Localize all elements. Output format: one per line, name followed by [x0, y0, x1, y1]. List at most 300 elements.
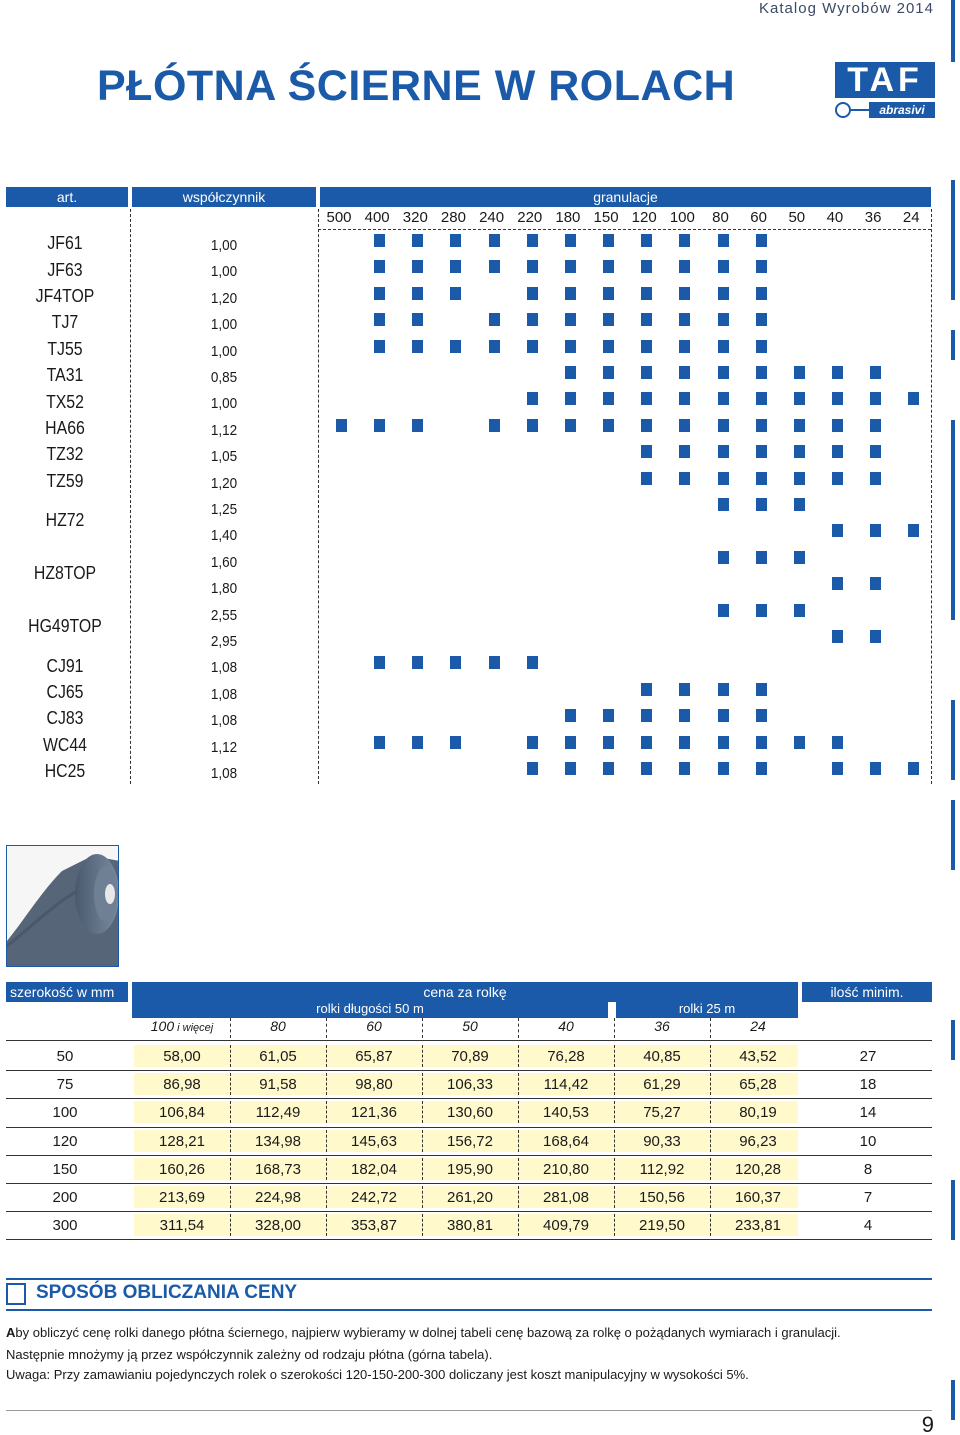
availability-mark	[565, 709, 576, 722]
grit-label: 80	[712, 209, 729, 226]
price-cell: 112,49	[255, 1104, 301, 1122]
divider	[422, 1158, 423, 1180]
divider	[518, 1018, 519, 1038]
availability-mark	[565, 762, 576, 775]
availability-mark	[794, 498, 805, 511]
price-cell: 75,27	[643, 1104, 681, 1122]
availability-mark	[412, 287, 423, 300]
availability-mark	[565, 340, 576, 353]
availability-mark	[794, 366, 805, 379]
availability-mark	[679, 419, 690, 432]
article-code: HG49TOP	[28, 616, 102, 636]
logo-taf: TAF	[835, 62, 935, 98]
availability-mark	[641, 366, 652, 379]
availability-mark	[679, 762, 690, 775]
grit-label: 50	[788, 209, 806, 226]
availability-mark	[603, 287, 614, 300]
edge-bar	[951, 330, 955, 360]
divider	[230, 1018, 231, 1038]
divider	[518, 1045, 519, 1067]
divider	[422, 1018, 423, 1038]
price-cell: 96,23	[739, 1132, 777, 1150]
availability-mark	[870, 392, 881, 405]
grit-label: 320	[402, 209, 428, 226]
min-qty: 14	[859, 1104, 877, 1122]
availability-mark	[870, 577, 881, 590]
article-code: HZ72	[45, 510, 85, 531]
divider	[518, 1101, 519, 1123]
col-art-header: art.	[6, 187, 128, 207]
coefficient: 1,05	[210, 448, 238, 466]
price-cell: 106,33	[447, 1076, 493, 1094]
divider	[130, 209, 131, 784]
width-value: 75	[56, 1076, 74, 1094]
grit-label: 400	[364, 209, 390, 226]
divider	[230, 1158, 231, 1180]
logo-line	[851, 109, 869, 111]
price-cell: 120,28	[735, 1160, 781, 1178]
article-code: JF63	[47, 259, 83, 280]
article-code: WC44	[42, 734, 87, 755]
divider	[6, 1239, 932, 1240]
availability-mark	[450, 736, 461, 749]
article-code: TZ59	[46, 470, 84, 491]
price-grit-header	[326, 1018, 422, 1034]
price-cell: 98,80	[355, 1076, 393, 1094]
divider	[326, 1186, 327, 1208]
paragraph-3: Uwaga: Przy zamawianiu pojedynczych rolek o szerokości 120-150-200-300 doliczany jest koszt manipulacyjny w wysokości 5%.	[6, 1367, 749, 1382]
availability-mark	[565, 419, 576, 432]
availability-mark	[565, 392, 576, 405]
availability-mark	[908, 762, 919, 775]
price-cell: 213,69	[159, 1189, 205, 1206]
grit-value: 100	[150, 1018, 175, 1034]
availability-mark	[794, 392, 805, 405]
availability-mark	[756, 709, 767, 722]
availability-mark	[756, 472, 767, 485]
availability-mark	[603, 709, 614, 722]
availability-mark	[603, 340, 614, 353]
article-code: HA66	[45, 418, 85, 438]
availability-mark	[718, 340, 729, 353]
divider	[710, 1073, 711, 1095]
availability-mark	[489, 313, 500, 326]
coefficient: 1,00	[210, 316, 238, 334]
divider	[931, 209, 932, 784]
availability-mark	[718, 736, 729, 749]
divider	[518, 1186, 519, 1208]
availability-mark	[565, 313, 576, 326]
availability-mark	[412, 656, 423, 669]
price-cell: 70,89	[451, 1048, 489, 1065]
divider	[518, 1130, 519, 1152]
availability-mark	[565, 366, 576, 379]
drop-cap: A	[6, 1325, 16, 1340]
availability-mark	[756, 260, 767, 273]
availability-mark	[756, 392, 767, 405]
availability-mark	[718, 604, 729, 617]
coefficient: 1,00	[210, 342, 238, 360]
price-cell: 160,26	[159, 1160, 205, 1178]
divider	[326, 1045, 327, 1067]
availability-mark	[718, 762, 729, 775]
availability-mark	[679, 287, 690, 300]
price-cell: 168,64	[543, 1132, 589, 1150]
availability-mark	[374, 656, 385, 669]
availability-mark	[718, 709, 729, 722]
divider	[318, 229, 931, 230]
divider	[6, 1211, 932, 1212]
availability-mark	[832, 524, 843, 537]
price-cell: 91,58	[259, 1076, 297, 1094]
availability-mark	[870, 762, 881, 775]
article-code: TZ32	[46, 444, 84, 465]
grit-value: 60	[366, 1018, 382, 1034]
availability-mark	[489, 419, 500, 432]
availability-mark	[832, 762, 843, 775]
availability-mark	[603, 260, 614, 273]
price-cell: 182,04	[351, 1160, 397, 1178]
edge-bar	[951, 700, 955, 780]
min-qty: 10	[859, 1132, 877, 1150]
price-cell: 106,84	[159, 1104, 205, 1122]
min-qty: 27	[859, 1048, 877, 1065]
price-cell: 140,53	[543, 1104, 589, 1122]
price-cell: 90,33	[643, 1132, 681, 1150]
price-grit-header	[518, 1018, 614, 1034]
coefficient: 2,95	[210, 633, 238, 650]
availability-mark	[679, 234, 690, 247]
availability-mark	[870, 524, 881, 537]
price-grit-header	[614, 1018, 710, 1034]
availability-mark	[756, 551, 767, 564]
page-number: 9	[921, 1412, 934, 1435]
availability-mark	[527, 736, 538, 749]
availability-mark	[641, 472, 652, 485]
divider	[326, 1214, 327, 1236]
availability-mark	[412, 419, 423, 432]
availability-mark	[756, 762, 767, 775]
width-value: 200	[52, 1189, 78, 1206]
availability-mark	[756, 498, 767, 511]
availability-mark	[641, 340, 652, 353]
availability-mark	[718, 313, 729, 326]
edge-bar	[951, 1180, 955, 1240]
divider	[710, 1045, 711, 1067]
divider	[614, 1101, 615, 1123]
grit-label: 220	[517, 209, 543, 226]
availability-mark	[794, 551, 805, 564]
divider	[614, 1130, 615, 1152]
divider	[230, 1073, 231, 1095]
availability-mark	[527, 419, 538, 432]
availability-mark	[832, 472, 843, 485]
price-cell: 121,36	[351, 1104, 397, 1122]
price-cell: 353,87	[351, 1217, 397, 1235]
availability-mark	[718, 419, 729, 432]
coefficient: 1,25	[210, 501, 238, 518]
price-cell: 58,00	[163, 1048, 201, 1065]
coefficient: 1,08	[210, 685, 238, 703]
grit-label: 180	[555, 209, 581, 226]
divider	[422, 1045, 423, 1067]
availability-mark	[756, 604, 767, 617]
grit-label: 500	[326, 209, 352, 226]
availability-mark	[718, 498, 729, 511]
col-coef-header: współczynnik	[132, 187, 316, 207]
availability-mark	[641, 445, 652, 458]
price-grit-header	[230, 1018, 326, 1034]
availability-mark	[756, 445, 767, 458]
availability-mark	[527, 313, 538, 326]
availability-mark	[412, 313, 423, 326]
price-cell: 328,00	[255, 1217, 301, 1235]
availability-mark	[450, 340, 461, 353]
availability-mark	[679, 445, 690, 458]
availability-mark	[527, 392, 538, 405]
price-cell: 65,28	[739, 1076, 777, 1094]
coefficient: 1,00	[210, 237, 238, 254]
availability-mark	[756, 313, 767, 326]
availability-mark	[679, 736, 690, 749]
col-price-header: cena za rolkę	[132, 982, 798, 1002]
price-cell: 65,87	[355, 1048, 393, 1065]
price-cell: 160,37	[735, 1189, 781, 1206]
divider	[318, 209, 319, 784]
price-cell: 168,73	[255, 1160, 301, 1178]
price-cell: 86,98	[163, 1076, 201, 1094]
divider	[326, 1158, 327, 1180]
availability-mark	[527, 656, 538, 669]
availability-mark	[527, 762, 538, 775]
coefficient: 1,60	[210, 553, 238, 571]
divider	[230, 1130, 231, 1152]
availability-mark	[679, 392, 690, 405]
divider	[230, 1101, 231, 1123]
divider	[230, 1045, 231, 1067]
availability-mark	[794, 472, 805, 485]
availability-mark	[679, 709, 690, 722]
divider	[710, 1186, 711, 1208]
article-code: CJ83	[46, 708, 84, 729]
availability-mark	[718, 260, 729, 273]
grit-value: 80	[270, 1018, 286, 1034]
grit-note: i więcej	[174, 1022, 214, 1034]
divider	[230, 1186, 231, 1208]
availability-mark	[565, 260, 576, 273]
availability-mark	[794, 419, 805, 432]
availability-mark	[756, 419, 767, 432]
divider	[6, 1127, 932, 1128]
availability-mark	[603, 234, 614, 247]
article-code: JF61	[47, 233, 83, 254]
min-qty: 18	[859, 1076, 877, 1094]
availability-mark	[527, 340, 538, 353]
availability-mark	[870, 419, 881, 432]
availability-mark	[756, 683, 767, 696]
availability-mark	[832, 630, 843, 643]
availability-mark	[527, 287, 538, 300]
grit-label: 280	[440, 209, 466, 226]
grit-label: 100	[669, 209, 695, 226]
divider	[614, 1018, 615, 1038]
article-code: JF4TOP	[35, 286, 95, 306]
availability-mark	[603, 762, 614, 775]
availability-mark	[794, 445, 805, 458]
divider	[230, 1214, 231, 1236]
price-cell: 76,28	[547, 1048, 585, 1065]
availability-mark	[679, 313, 690, 326]
divider	[710, 1214, 711, 1236]
paragraph-1-text: by obliczyć cenę rolki danego płótna ściernego, najpierw wybieramy w dolnej tabeli cenę bazową za rolkę o pożądanych wymiarach i granulacji.	[15, 1325, 841, 1340]
grit-value: 24	[750, 1018, 766, 1034]
col-qty-header: ilość minim.	[802, 982, 932, 1002]
price-grit-header	[134, 1018, 230, 1034]
divider	[422, 1186, 423, 1208]
divider	[6, 1070, 932, 1071]
price-cell: 80,19	[739, 1104, 777, 1122]
availability-mark	[832, 366, 843, 379]
section-title: SPOSÓB OBLICZANIA CENY	[36, 1282, 298, 1303]
availability-mark	[718, 551, 729, 564]
coefficient: 1,80	[210, 580, 238, 598]
price-cell: 242,72	[351, 1189, 397, 1206]
availability-mark	[412, 260, 423, 273]
divider	[518, 1214, 519, 1236]
grit-label: 36	[864, 209, 882, 226]
divider	[710, 1018, 711, 1038]
grit-label: 40	[826, 209, 844, 226]
article-code: HC25	[44, 761, 86, 782]
availability-mark	[832, 577, 843, 590]
price-cell: 40,85	[643, 1048, 681, 1065]
divider	[614, 1186, 615, 1208]
availability-mark	[527, 260, 538, 273]
availability-mark	[641, 762, 652, 775]
price-grit-header	[710, 1018, 806, 1034]
divider	[614, 1158, 615, 1180]
availability-mark	[756, 234, 767, 247]
price-cell: 145,63	[351, 1132, 397, 1150]
availability-mark	[679, 260, 690, 273]
availability-mark	[374, 234, 385, 247]
edge-bar	[951, 800, 955, 870]
availability-mark	[718, 234, 729, 247]
availability-mark	[565, 736, 576, 749]
col-width-header: szerokość w mm	[6, 982, 128, 1002]
price-cell: 156,72	[447, 1132, 493, 1150]
coefficient: 1,00	[210, 263, 238, 281]
grit-label: 60	[750, 209, 767, 226]
availability-mark	[832, 445, 843, 458]
coefficient: 1,40	[210, 527, 238, 545]
article-code: CJ65	[46, 682, 84, 702]
paragraph-1	[6, 1325, 841, 1340]
edge-bar	[951, 1380, 955, 1420]
edge-bar	[951, 0, 955, 62]
taf-logo	[835, 62, 935, 120]
edge-bar	[951, 1020, 955, 1060]
availability-mark	[832, 419, 843, 432]
divider	[614, 1073, 615, 1095]
availability-mark	[908, 524, 919, 537]
availability-mark	[718, 287, 729, 300]
price-cell: 261,20	[447, 1189, 493, 1206]
availability-mark	[412, 234, 423, 247]
edge-bar	[951, 180, 955, 300]
divider	[422, 1214, 423, 1236]
availability-mark	[374, 287, 385, 300]
grit-label: 24	[902, 209, 920, 226]
width-value: 120	[52, 1132, 78, 1150]
availability-mark	[679, 366, 690, 379]
availability-mark	[603, 392, 614, 405]
price-cell: 128,21	[159, 1132, 205, 1150]
availability-mark	[450, 260, 461, 273]
article-code: CJ91	[46, 655, 84, 676]
article-code: TJ7	[51, 312, 79, 333]
price-cell: 281,08	[543, 1189, 589, 1206]
width-value: 50	[56, 1048, 74, 1065]
width-value: 300	[52, 1217, 78, 1235]
price-cell: 43,52	[739, 1048, 777, 1065]
availability-mark	[832, 736, 843, 749]
divider	[6, 1155, 932, 1156]
availability-mark	[565, 234, 576, 247]
divider	[710, 1158, 711, 1180]
availability-mark	[641, 419, 652, 432]
price-cell: 112,92	[639, 1160, 685, 1178]
availability-mark	[718, 683, 729, 696]
availability-mark	[336, 419, 347, 432]
availability-mark	[489, 340, 500, 353]
price-cell: 134,98	[255, 1132, 301, 1150]
section-rule	[6, 1278, 932, 1280]
availability-mark	[527, 234, 538, 247]
price-cell: 380,81	[447, 1217, 493, 1235]
availability-mark	[870, 630, 881, 643]
availability-mark	[374, 260, 385, 273]
coefficient: 1,20	[210, 289, 238, 307]
edge-bar	[951, 420, 955, 620]
availability-mark	[641, 287, 652, 300]
grit-value: 50	[462, 1018, 478, 1034]
width-value: 100	[52, 1104, 78, 1122]
divider	[326, 1018, 327, 1038]
catalog-label: Katalog Wyrobów 2014	[759, 0, 934, 17]
availability-mark	[641, 313, 652, 326]
availability-mark	[489, 260, 500, 273]
coefficient: 1,08	[210, 712, 238, 730]
divider	[6, 1183, 932, 1184]
grit-label: 240	[479, 209, 505, 226]
grit-header-row	[0, 209, 960, 229]
footer-rule	[6, 1410, 932, 1411]
logo-circle-icon	[835, 102, 851, 118]
divider	[710, 1130, 711, 1152]
availability-mark	[908, 392, 919, 405]
availability-mark	[832, 392, 843, 405]
price-cell: 61,29	[643, 1076, 681, 1094]
divider	[6, 1098, 932, 1099]
divider	[422, 1101, 423, 1123]
logo-abrasivi: abrasivi	[869, 102, 935, 118]
grit-label: 120	[631, 209, 657, 226]
availability-mark	[374, 736, 385, 749]
coefficient: 1,08	[210, 659, 238, 677]
availability-mark	[450, 287, 461, 300]
grit-label: 150	[593, 209, 619, 226]
